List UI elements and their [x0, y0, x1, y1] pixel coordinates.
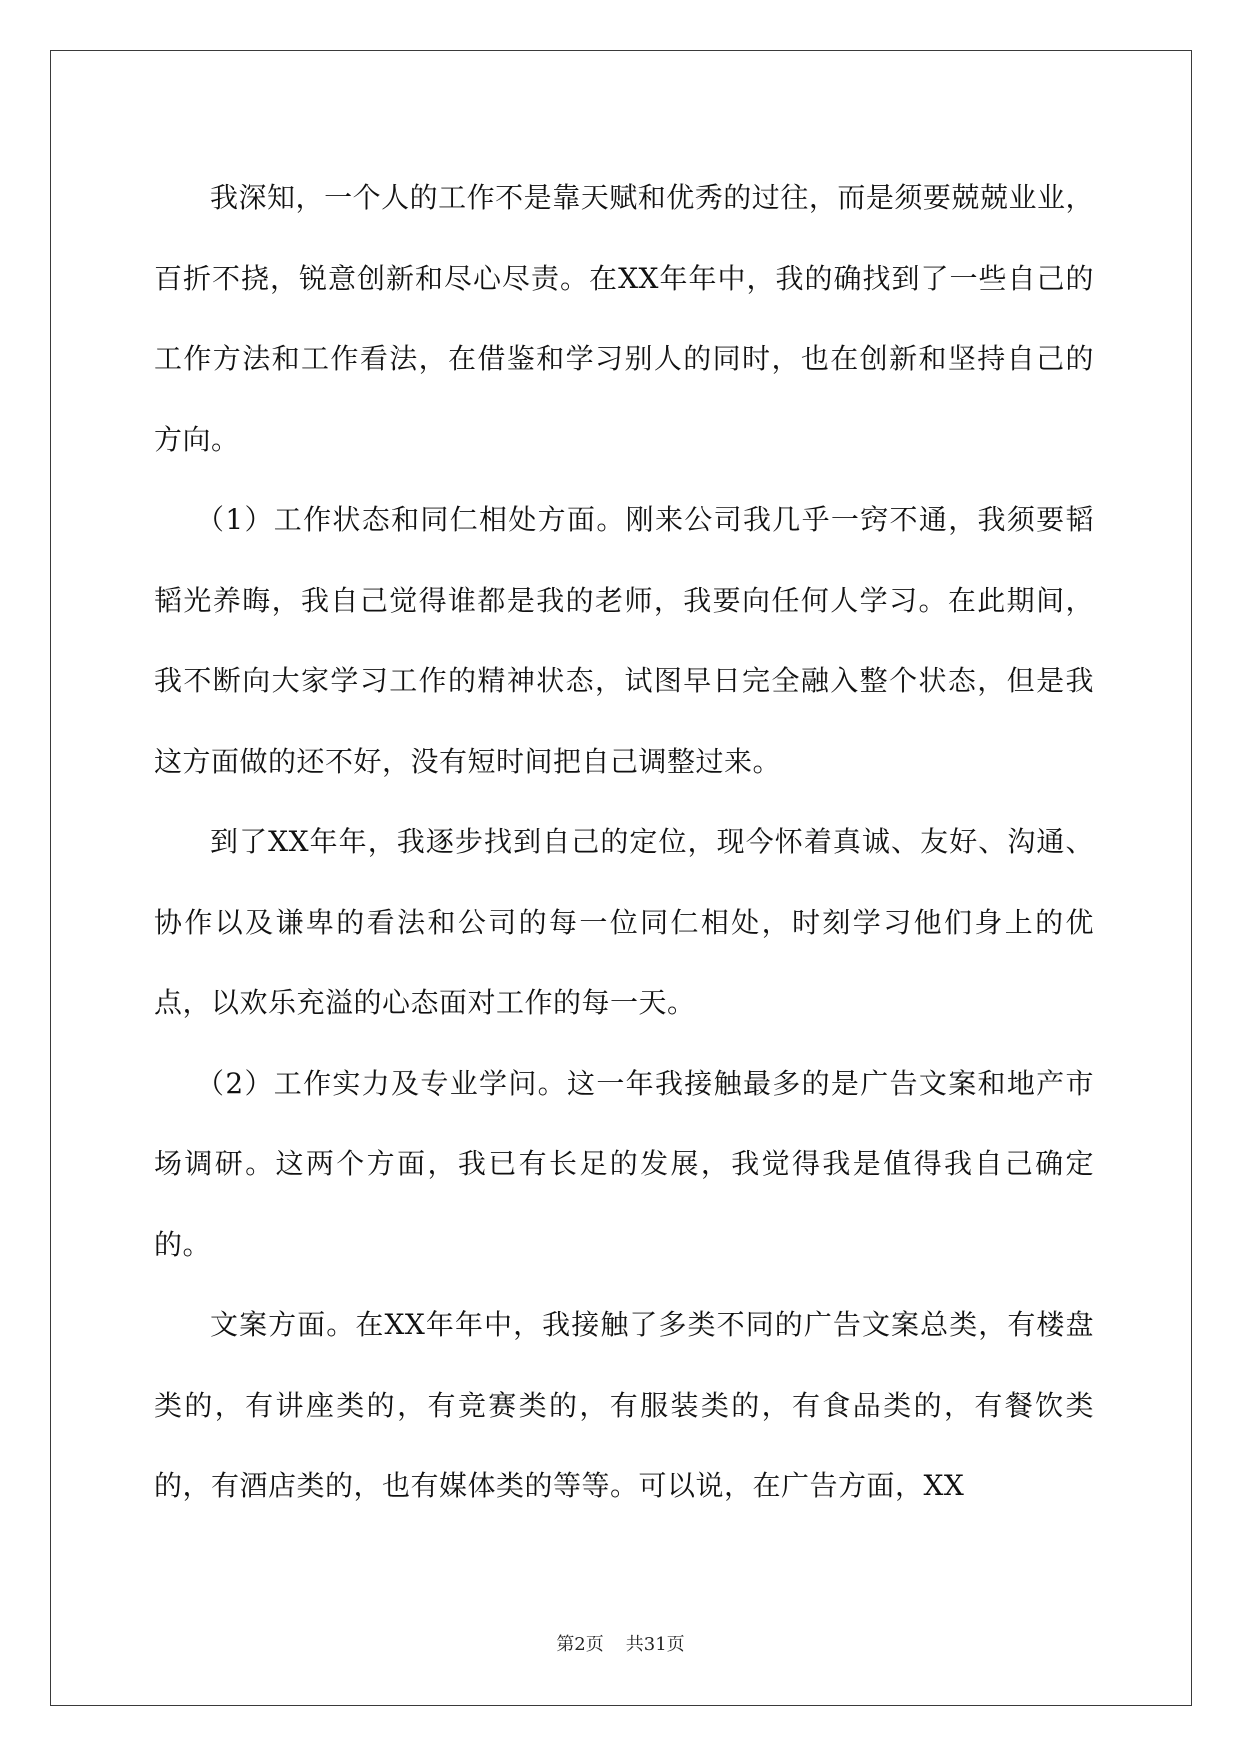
paragraph: 文案方面。在XX年年中，我接触了多类不同的广告文案总类，有楼盘类的，有讲座类的，有竞赛类的，有服装类的，有食品类的，有餐饮类的，有酒店类的，也有媒体类的等等。可以说，在广告方面，XX — [154, 1308, 1094, 1502]
paragraph: （1）工作状态和同仁相处方面。刚来公司我几乎一窍不通，我须要韬韬光养晦，我自己觉得谁都是我的老师，我要向任何人学习。在此期间，我不断向大家学习工作的精神状态，试图早日完全融入整个状态，但是我这方面做的还不好，没有短时间把自己调整过来。 — [154, 503, 1094, 778]
document-body — [154, 158, 1094, 1527]
paragraph: （2）工作实力及专业学问。这一年我接触最多的是广告文案和地产市场调研。这两个方面，我已有长足的发展，我觉得我是值得我自己确定的。 — [154, 1066, 1094, 1261]
page-footer — [0, 1630, 1241, 1656]
paragraph: 到了XX年年，我逐步找到自己的定位，现今怀着真诚、友好、沟通、协作以及谦卑的看法和公司的每一位同仁相处，时刻学习他们身上的优点，以欢乐充溢的心态面对工作的每一天。 — [154, 825, 1094, 1019]
page-total: 共31页 — [625, 1634, 685, 1655]
paragraph: 我深知，一个人的工作不是靠天赋和优秀的过往，而是须要兢兢业业，百折不挠，锐意创新和尽心尽责。在XX年年中，我的确找到了一些自己的工作方法和工作看法，在借鉴和学习别人的同时，也在创新和坚持自己的方向。 — [154, 181, 1094, 456]
page-number: 第2页 — [556, 1634, 604, 1655]
